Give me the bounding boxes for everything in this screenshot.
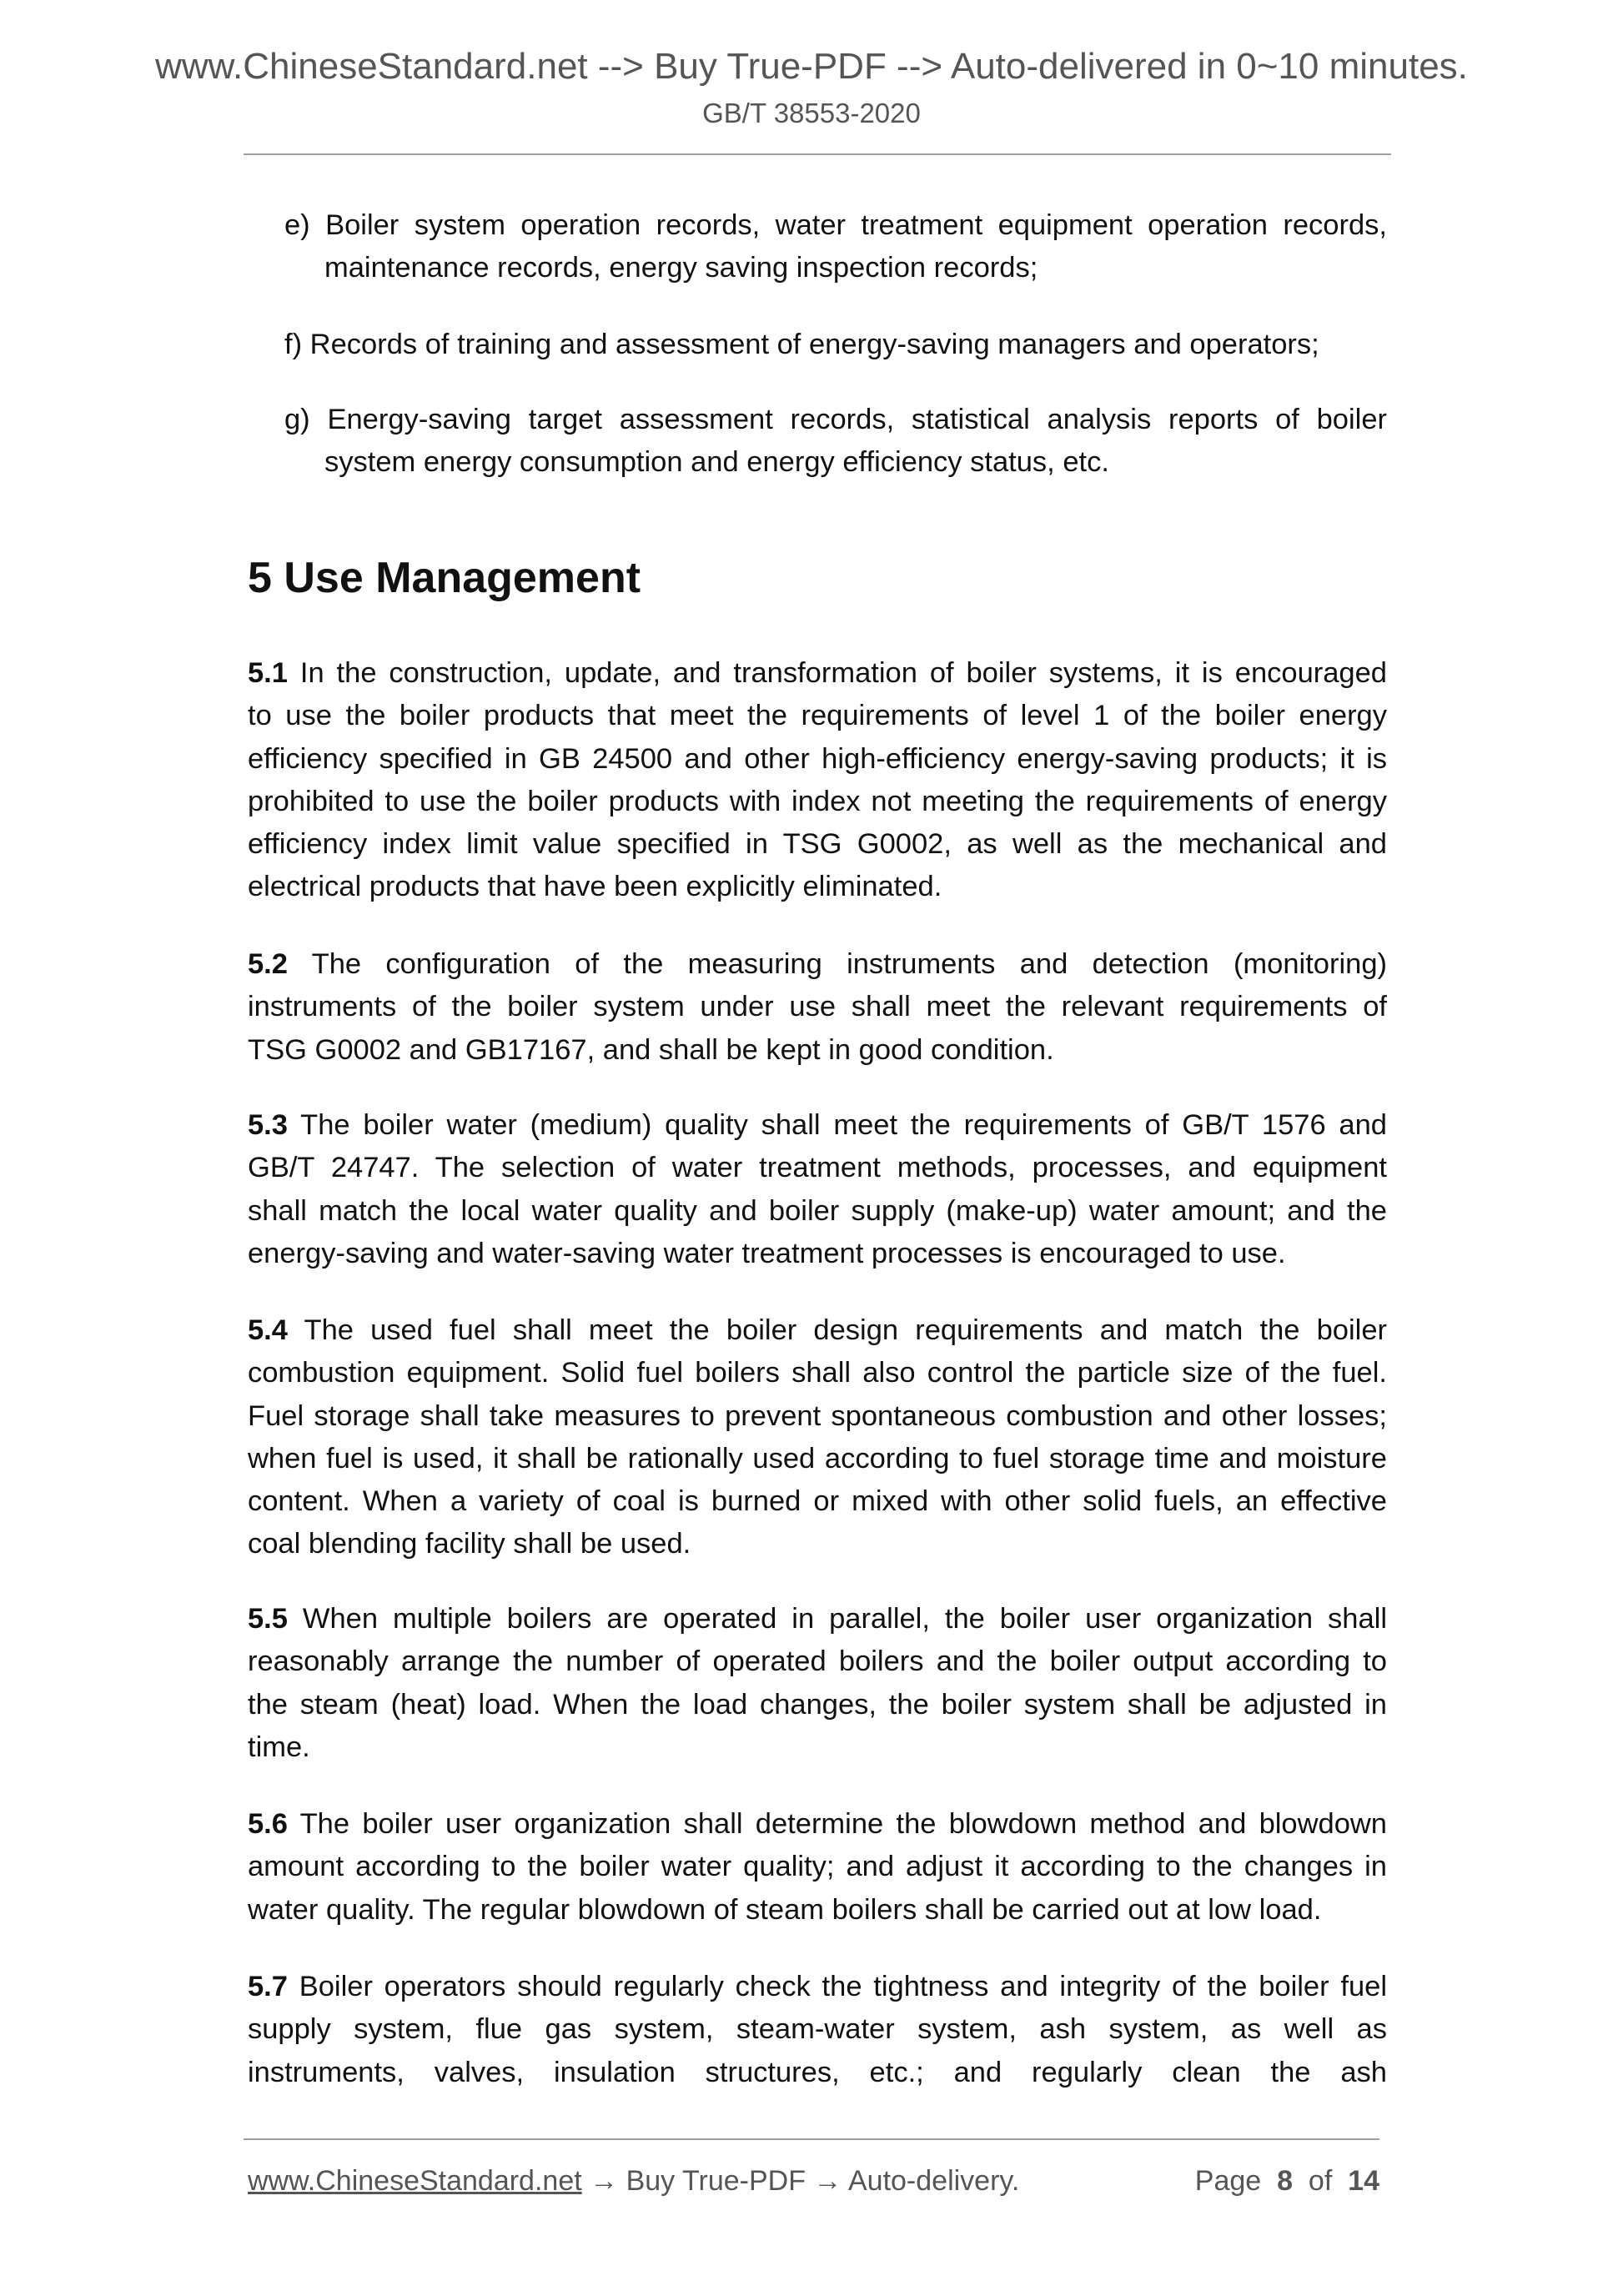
- line: GB/T 24747. The selection of water treatment methods, processes, and equipment: [248, 1152, 1387, 1184]
- line: instruments of the boiler system under use shall meet the relevant requirements of: [248, 991, 1387, 1023]
- line: [248, 1966, 1387, 2008]
- line: system energy consumption and energy efficiency status, etc.: [324, 446, 1109, 479]
- footer-divider: [244, 2138, 1379, 2140]
- line: [248, 1309, 1387, 1352]
- line: energy-saving and water-saving water treatment processes is encouraged to use.: [248, 1237, 1286, 1269]
- clause-text: The used fuel shall meet the boiler design requirements and match the boiler: [287, 1314, 1387, 1346]
- page-current: 8: [1277, 2165, 1293, 2197]
- line: [248, 943, 1387, 986]
- line: prohibited to use the boiler products with index not meeting the requirements of energy: [248, 785, 1387, 817]
- section-heading: 5 Use Management: [248, 554, 641, 602]
- line: Fuel storage shall take measures to prevent spontaneous combustion and other losses;: [248, 1399, 1387, 1432]
- line: reasonably arrange the number of operated boilers and the boiler output according to: [248, 1645, 1387, 1678]
- footer-link[interactable]: www.ChineseStandard.net: [248, 2165, 582, 2197]
- page-total: 14: [1348, 2165, 1379, 2197]
- clause-number: 5.4: [248, 1314, 288, 1346]
- clause-number: 5.6: [248, 1808, 288, 1840]
- line: [248, 1803, 1387, 1846]
- of-label: of: [1308, 2165, 1333, 2197]
- clause-text: The boiler water (medium) quality shall meet the requirements of GB/T 1576 and: [287, 1109, 1387, 1141]
- line: time.: [248, 1731, 310, 1763]
- list-item-e: [284, 204, 1387, 290]
- clause-text: In the construction, update, and transformation of boiler systems, it is encouraged: [287, 657, 1387, 689]
- line: the steam (heat) load. When the load changes, the boiler system shall be adjusted in: [248, 1688, 1387, 1721]
- footer-tail: → Buy True-PDF → Auto-delivery.: [581, 2165, 1020, 2197]
- list-item-g: [284, 399, 1387, 485]
- line: [248, 1598, 1387, 1640]
- clause-number: 5.5: [248, 1603, 288, 1635]
- line: maintenance records, energy saving inspection records;: [324, 252, 1038, 284]
- clause-number: 5.1: [248, 657, 288, 689]
- line: supply system, flue gas system, steam-water system, ash system, as well as: [248, 2013, 1387, 2046]
- line: shall match the local water quality and boiler supply (make-up) water amount; and the: [248, 1194, 1387, 1227]
- clause-number: 5.2: [248, 948, 288, 980]
- line: [248, 1104, 1387, 1147]
- line: Records of training and assessment of energy-saving managers and operators;: [309, 329, 1319, 360]
- header-banner: www.ChineseStandard.net --> Buy True-PDF --> Auto-delivered in 0~10 minutes.: [155, 46, 1468, 87]
- clause-text: When multiple boilers are operated in parallel, the boiler user organization shall: [287, 1603, 1387, 1635]
- clause-number: 5.3: [248, 1109, 288, 1141]
- line: when fuel is used, it shall be rationally used according to fuel storage time and moisture: [248, 1442, 1387, 1475]
- line: coal blending facility shall be used.: [248, 1528, 691, 1560]
- list-marker: g): [284, 404, 310, 435]
- line: water quality. The regular blowdown of steam boilers shall be carried out at low load.: [248, 1893, 1322, 1926]
- clause-5-1: [248, 652, 1387, 909]
- line: instruments, valves, insulation structures, etc.; and regularly clean the ash: [248, 2056, 1387, 2088]
- header-divider: [244, 153, 1391, 155]
- clause-text: The configuration of the measuring instruments and detection (monitoring): [287, 948, 1387, 980]
- page-indicator: [1195, 2162, 1379, 2200]
- footer: [248, 2162, 1379, 2200]
- line: electrical products that have been explicitly eliminated.: [248, 871, 942, 903]
- clause-number: 5.7: [248, 1971, 288, 2002]
- list-marker: e): [284, 209, 310, 241]
- clause-5-3: [248, 1104, 1387, 1275]
- line: Energy-saving target assessment records, statistical analysis reports of boiler: [327, 404, 1387, 435]
- clause-5-6: [248, 1803, 1387, 1932]
- clause-5-5: [248, 1598, 1387, 1769]
- clause-text: Boiler operators should regularly check the tightness and integrity of the boiler fuel: [287, 1971, 1387, 2002]
- line: [248, 652, 1387, 695]
- line: efficiency specified in GB 24500 and other high-efficiency energy-saving products; it is: [248, 742, 1387, 775]
- line: content. When a variety of coal is burned or mixed with other solid fuels, an effective: [248, 1485, 1387, 1518]
- page-label: Page: [1194, 2165, 1262, 2197]
- clause-text: The boiler user organization shall determine the blowdown method and blowdown: [287, 1808, 1387, 1840]
- list-item-f: [284, 324, 1387, 366]
- standard-code: GB/T 38553-2020: [702, 98, 921, 128]
- line: to use the boiler products that meet the requirements of level 1 of the boiler energy: [248, 700, 1387, 732]
- clause-5-7: [248, 1966, 1387, 2094]
- line: efficiency index limit value specified in TSG G0002, as well as the mechanical and: [248, 828, 1387, 861]
- line: TSG G0002 and GB17167, and shall be kept in good condition.: [248, 1033, 1054, 1066]
- line: combustion equipment. Solid fuel boilers shall also control the particle size of the fuel.: [248, 1357, 1387, 1389]
- line: amount according to the boiler water quality; and adjust it according to the changes in: [248, 1851, 1387, 1883]
- list-marker: f): [284, 329, 303, 360]
- line: Boiler system operation records, water treatment equipment operation records,: [325, 209, 1387, 241]
- clause-5-4: [248, 1309, 1387, 1566]
- clause-5-2: [248, 943, 1387, 1072]
